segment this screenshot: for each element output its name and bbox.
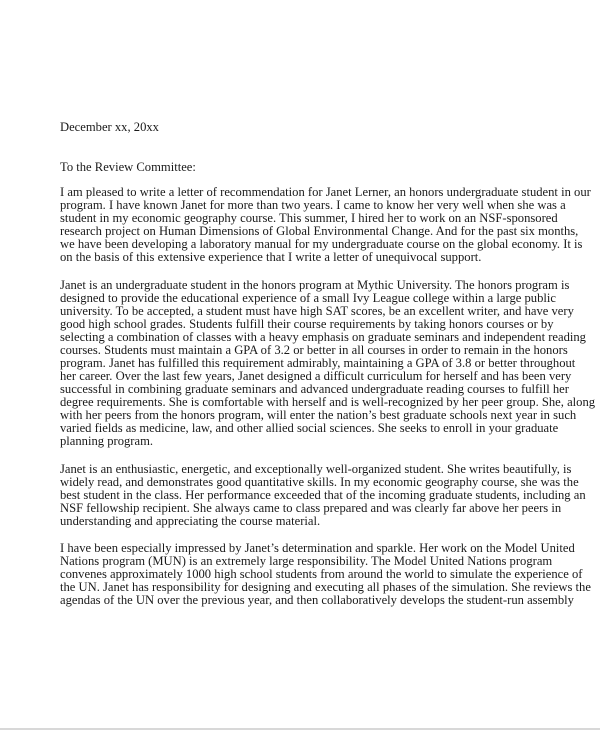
text-line: courses. Students must maintain a GPA of 3.2 or better in all courses in order to remain in the honors <box>60 343 568 357</box>
text-line: we have been developing a laboratory manual for my undergraduate course on the global economy. It is <box>60 237 583 251</box>
text-line: varied fields as medicine, law, and other allied social sciences. She seeks to enroll in your graduate <box>60 421 559 435</box>
text-line: understanding and appreciating the course material. <box>60 514 321 528</box>
paragraph-3 <box>60 463 586 528</box>
paragraph-2 <box>60 279 595 448</box>
text-line: widely read, and demonstrates good quantitative skills. In my economic geography course, she was the <box>60 475 579 489</box>
text-line: agendas of the UN over the previous year, and then collaboratively develops the student-run assembly <box>60 593 574 607</box>
text-line: planning program. <box>60 434 154 448</box>
text-line: Nations program (MUN) is an extremely large responsibility. The Model United Nations program <box>60 554 553 568</box>
letter-date: December xx, 20xx <box>60 120 159 134</box>
text-line: degree requirements. She is comfortable with herself and is well-recognized by her peer group. She, along <box>60 395 596 409</box>
text-line: university. To be accepted, a student must have high SAT scores, be an excellent writer, and have very <box>60 304 574 318</box>
text-line: student in my economic geography course. This summer, I hired her to work on an NSF-sponsored <box>60 211 558 225</box>
text-line: the UN. Janet has responsibility for designing and executing all phases of the simulation. She reviews the <box>60 580 591 594</box>
text-line: I am pleased to write a letter of recommendation for Janet Lerner, an honors undergraduate student in our <box>60 185 591 199</box>
text-line: successful in combining graduate seminars and advanced undergraduate reading courses to fulfill her <box>60 382 569 396</box>
paragraph-4 <box>60 542 591 607</box>
text-line: program. I have known Janet for more than two years. I came to know her very well when she was a <box>60 198 566 212</box>
text-line: research project on Human Dimensions of Global Environmental Change. And for the past six months, <box>60 224 579 238</box>
text-line: with her peers from the honors program, will enter the nation’s best graduate schools next year in such <box>60 408 577 422</box>
text-line: NSF fellowship recipient. She always came to class prepared and was clearly far above her peers in <box>60 501 562 515</box>
paragraph-1 <box>60 186 591 264</box>
text-line: convenes approximately 1000 high school students from around the world to simulate the experience of <box>60 567 583 581</box>
text-line: designed to provide the educational experience of a small Ivy League college within a large public <box>60 291 556 305</box>
text-line: I have been especially impressed by Janet’s determination and sparkle. Her work on the Model United <box>60 541 575 555</box>
text-line: program. Janet has fulfilled this requirement admirably, maintaining a GPA of 3.8 or better throughout <box>60 356 576 370</box>
text-line: best student in the class. Her performance exceeded that of the incoming graduate students, including an <box>60 488 586 502</box>
text-line: on the basis of this extensive experience that I write a letter of unequivocal support. <box>60 250 482 264</box>
text-line: selecting a combination of classes with a heavy emphasis on graduate seminars and independent reading <box>60 330 586 344</box>
text-line: Janet is an undergraduate student in the honors program at Mythic University. The honors program is <box>60 278 570 292</box>
text-line: Janet is an enthusiastic, energetic, and exceptionally well-organized student. She writes beautifully, is <box>60 462 572 476</box>
text-line: her career. Over the last few years, Janet designed a difficult curriculum for herself and has been very <box>60 369 572 383</box>
text-line: good high school grades. Students fulfill their course requirements by taking honors courses or by <box>60 317 554 331</box>
salutation: To the Review Committee: <box>60 160 196 174</box>
